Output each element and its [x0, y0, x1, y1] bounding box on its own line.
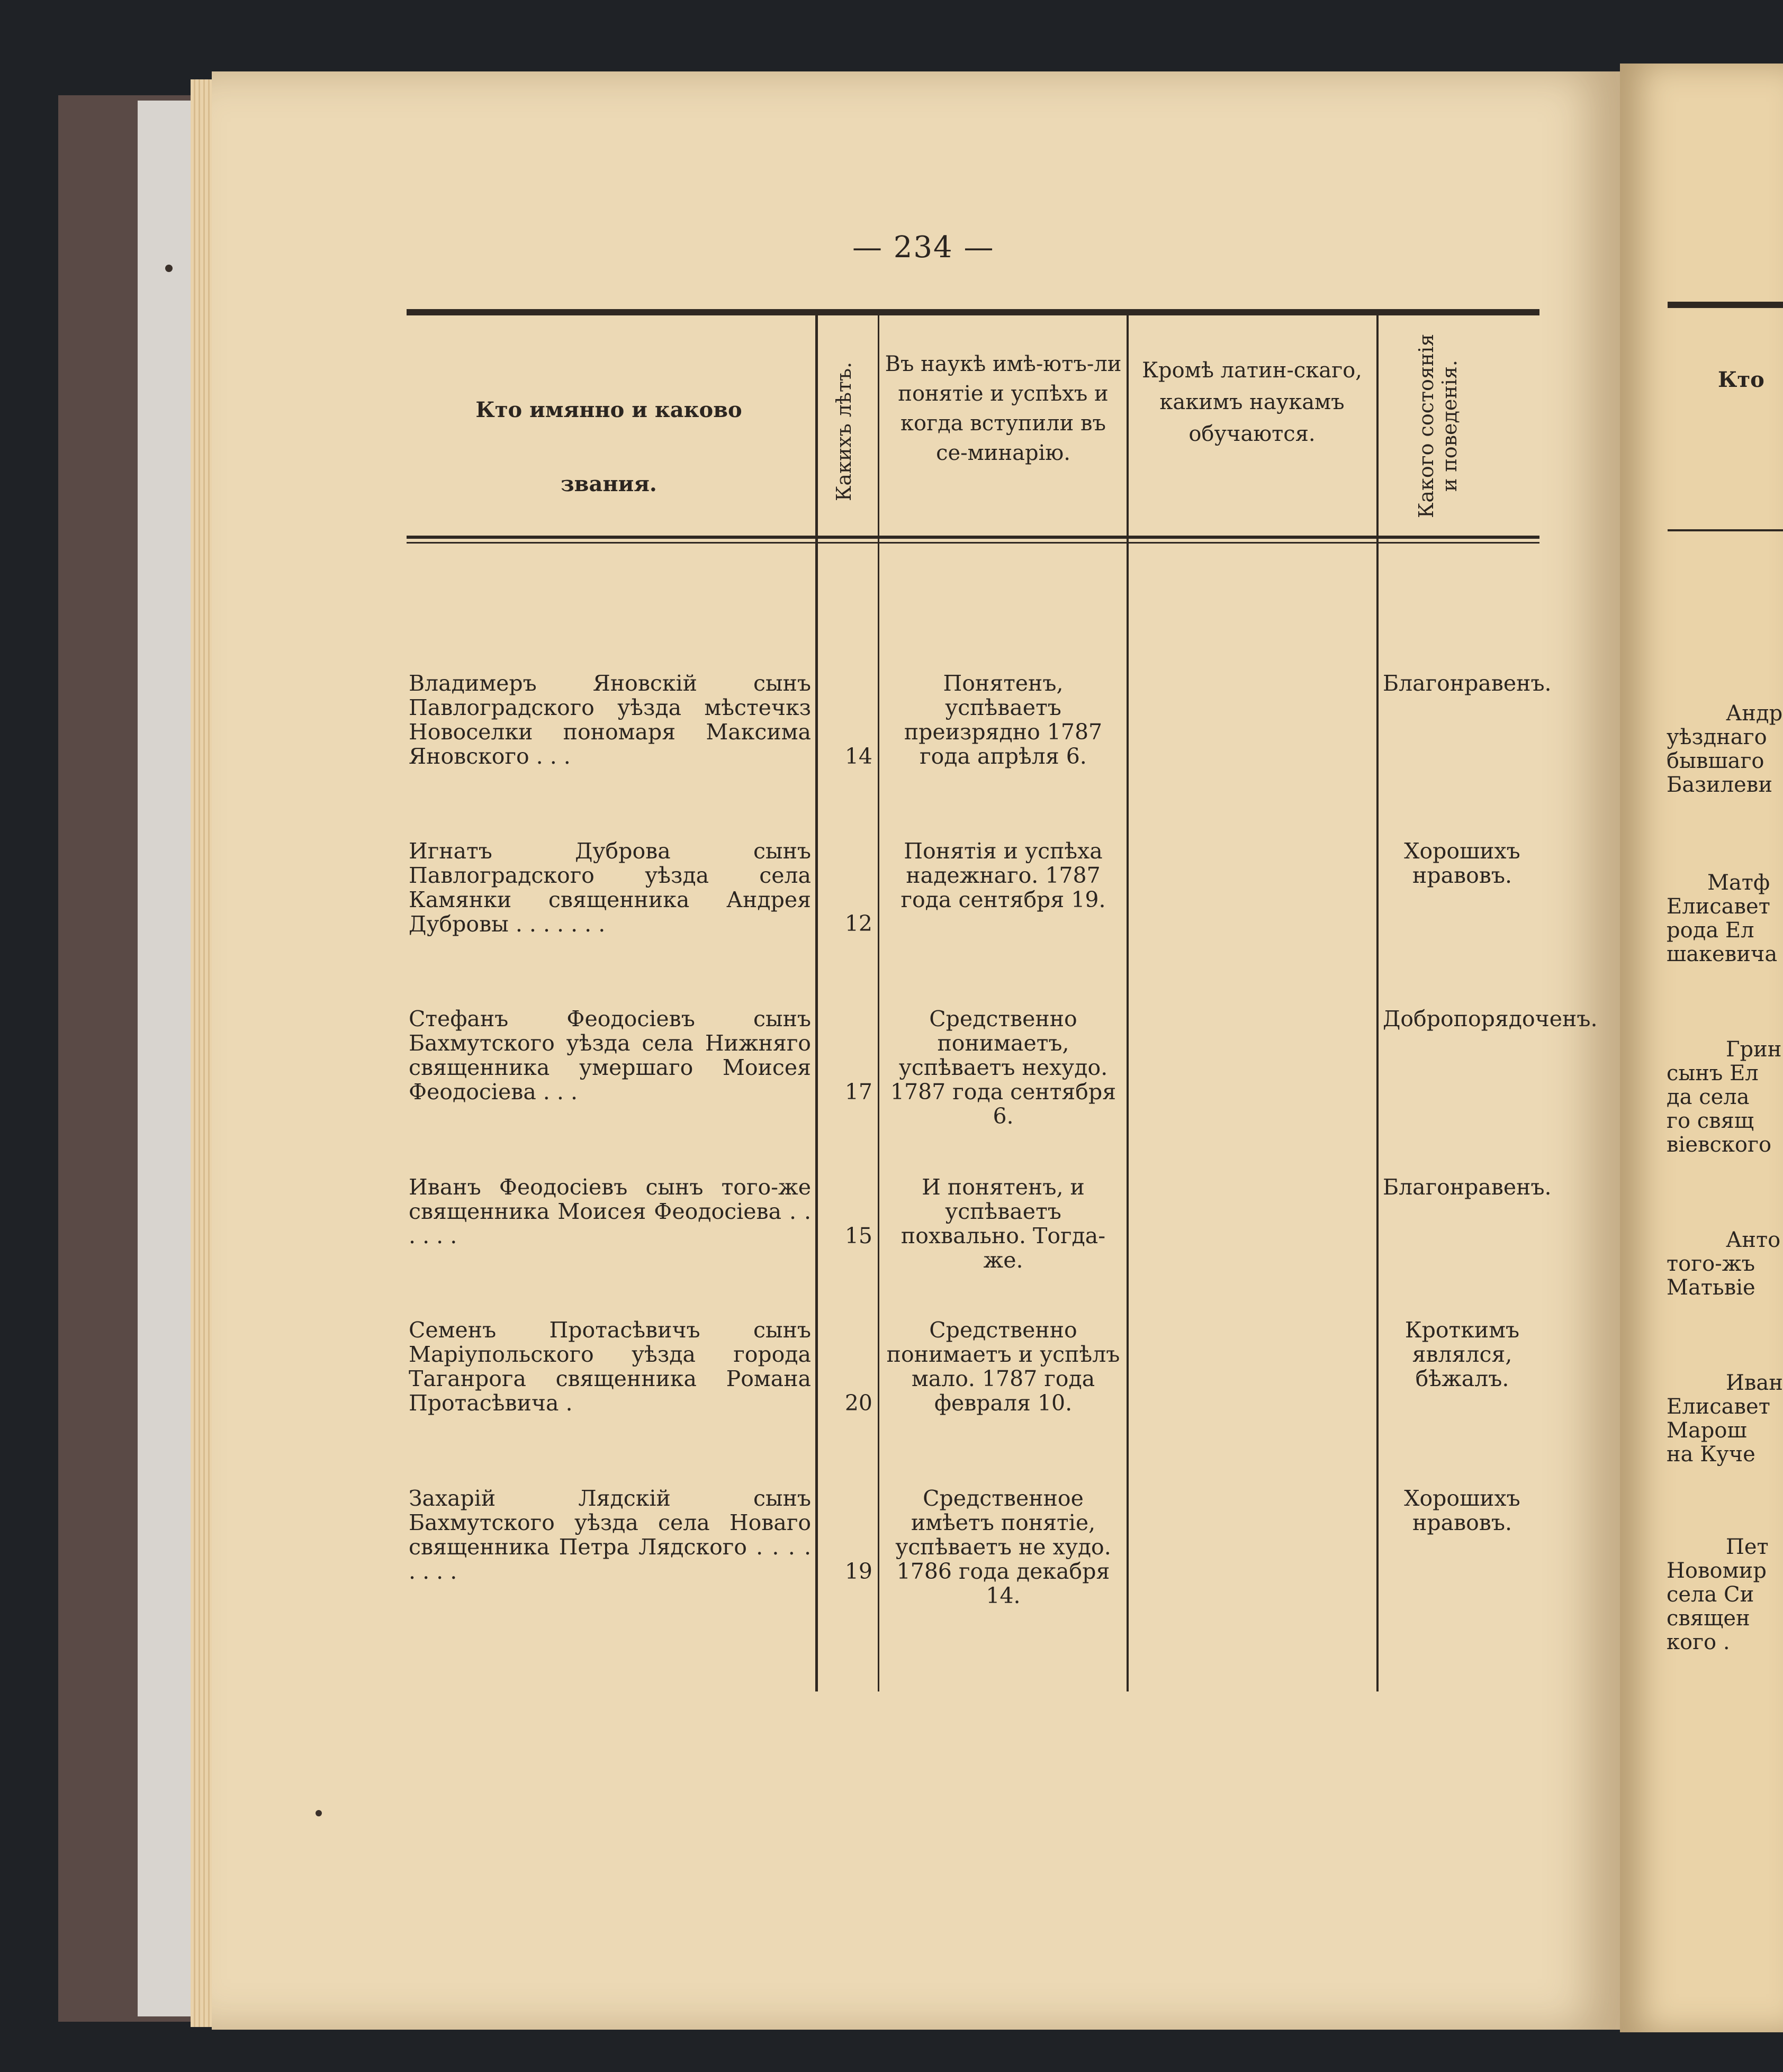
next-page-line: шакевича — [1667, 942, 1778, 966]
top-rule — [407, 309, 1539, 315]
next-page-header: Кто — [1718, 367, 1764, 392]
row-conduct: Благонравенъ. — [1383, 671, 1552, 696]
row-science: Средственное имѣетъ понятіе, успѣваетъ не худо. 1786 года декабря 14. — [895, 1486, 1111, 1608]
header-age: Какихъ лѣтъ. — [832, 361, 856, 501]
next-page-line: бывшаго — [1667, 749, 1764, 773]
next-page-line: Матф — [1707, 871, 1770, 895]
row-conduct: Хорошихъ нравовъ. — [1404, 838, 1520, 888]
next-page-line: Анто — [1726, 1228, 1781, 1252]
next-page-line: Марош — [1667, 1418, 1747, 1443]
next-page-line: го свящ — [1667, 1109, 1754, 1133]
header-bottom-rule — [407, 536, 1539, 539]
row-age: 19 — [844, 1559, 872, 1584]
next-page-line: священ — [1667, 1606, 1750, 1631]
next-page-line: да села — [1667, 1085, 1750, 1109]
speck — [316, 1810, 322, 1816]
vline-2 — [878, 315, 879, 1691]
header-name: Кто имянно и каково звания. — [475, 397, 742, 496]
row-conduct: Добропорядоченъ. — [1383, 1006, 1598, 1032]
page-number: — 234 — — [852, 230, 995, 265]
row-science: Средственно понимаетъ и успѣлъ мало. 1787 года февраля 10. — [886, 1317, 1120, 1416]
right-top-rule — [1668, 302, 1783, 308]
next-page-line: кого . — [1667, 1630, 1730, 1654]
next-page-line: Елисавет — [1667, 894, 1770, 919]
row-age: 15 — [844, 1223, 872, 1248]
row-conduct: Хорошихъ нравовъ. — [1404, 1486, 1520, 1535]
next-page-line: Матьвіе — [1667, 1275, 1755, 1300]
row-conduct: Благонравенъ. — [1383, 1174, 1552, 1200]
vline-3 — [1127, 315, 1129, 1691]
row-name: Семенъ Протасѣвичъ сынъ Маріупольского уѣзда города Таганрога священника Романа Протасѣвича . — [409, 1317, 811, 1416]
header-bottom-rule-2 — [407, 542, 1539, 544]
next-page-line: Андр — [1726, 701, 1783, 726]
row-age: 17 — [844, 1079, 872, 1105]
next-page-line: Елисавет — [1667, 1395, 1770, 1419]
row-name: Игнатъ Дуброва сынъ Павлоградского уѣзда села Камянки священника Андрея Дубровы . . . . . . . — [409, 838, 811, 937]
next-page-line: Новомир — [1667, 1559, 1767, 1583]
speck — [165, 265, 173, 272]
right-page — [1620, 64, 1783, 2032]
header-conduct: Какого состоянія и поведенія. — [1415, 333, 1461, 519]
row-science: И понятенъ, и успѣваетъ похвально. Тогда-же. — [900, 1174, 1106, 1273]
next-page-line: Пет — [1726, 1535, 1769, 1559]
row-name: Иванъ Феодосіевъ сынъ того-же священника Моисея Феодосіева . . . . . . — [409, 1174, 811, 1248]
vline-4 — [1376, 315, 1379, 1691]
next-page-line: сынъ Ел — [1667, 1061, 1759, 1085]
next-page-line: села Си — [1667, 1582, 1754, 1607]
row-conduct: Кроткимъ являлся, бѣжалъ. — [1404, 1317, 1520, 1391]
next-page-line: віевского — [1667, 1133, 1772, 1157]
row-name: Стефанъ Феодосіевъ сынъ Бахмутского уѣзда села Нижняго священника умершаго Моисея Феодосіева . . . — [409, 1006, 811, 1105]
next-page-line: на Куче — [1667, 1442, 1755, 1467]
row-age: 20 — [844, 1390, 872, 1416]
row-age: 12 — [844, 911, 872, 936]
row-science: Понятія и успѣха надежнаго. 1787 года сентября 19. — [900, 838, 1106, 912]
next-page-line: уѣзднаго — [1667, 725, 1767, 749]
row-science: Понятенъ, успѣваетъ преизрядно 1787 года апрѣля 6. — [904, 671, 1103, 769]
header-science: Въ наукѣ имѣ-ютъ-ли понятіе и успѣхъ и когда вступили въ се-минарію. — [885, 352, 1122, 465]
right-header-rule — [1668, 529, 1783, 531]
next-page-line: рода Ел — [1667, 918, 1754, 943]
row-age: 14 — [844, 744, 872, 769]
next-page-line: того-жъ — [1667, 1252, 1755, 1276]
next-page-line: Базилеви — [1667, 773, 1772, 797]
row-name: Захарій Лядскій сынъ Бахмутского уѣзда села Новаго священника Петра Лядского . . . . . . . . — [409, 1486, 811, 1584]
vline-1 — [815, 315, 818, 1691]
row-name: Владимеръ Яновскій сынъ Павлоградского уѣзда мѣстечкз Новоселки пономаря Максима Яновского . . . — [409, 671, 811, 769]
next-page-line: Иван — [1726, 1371, 1783, 1395]
header-other: Кромѣ латин-скаго, какимъ наукамъ обучаются. — [1142, 358, 1362, 446]
next-page-line: Грин — [1726, 1037, 1782, 1062]
row-science: Средственно понимаетъ, успѣваетъ нехудо. 1787 года сентября 6. — [890, 1006, 1116, 1129]
